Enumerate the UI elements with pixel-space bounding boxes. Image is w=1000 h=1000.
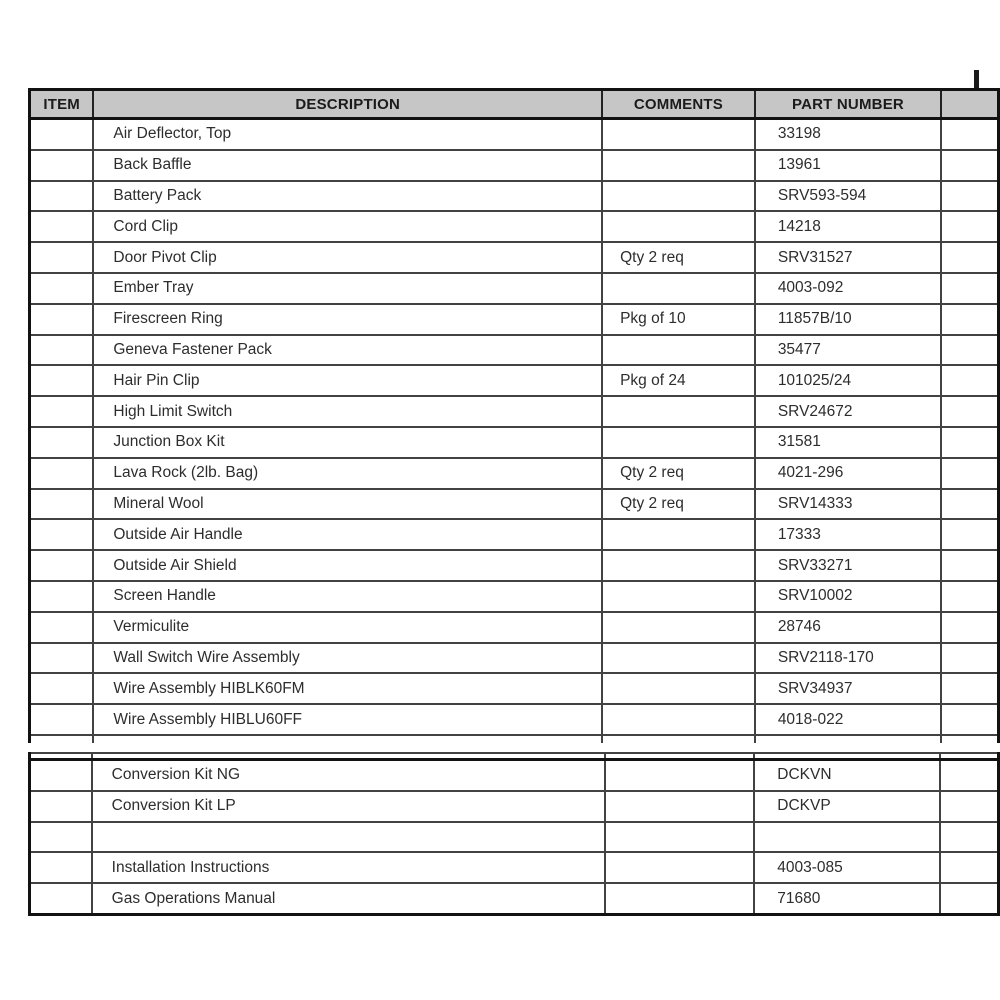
cell-comments: [602, 735, 755, 743]
cell-sliver: [941, 365, 998, 396]
cell-sliver: [941, 304, 998, 335]
column-header-description: DESCRIPTION: [93, 90, 602, 119]
cell-sliver: [941, 150, 998, 181]
cell-comments: Qty 2 req: [602, 458, 755, 489]
cell-item: [30, 704, 94, 735]
cell-description: Geneva Fastener Pack: [93, 335, 602, 366]
cell-sliver: [941, 673, 998, 704]
cell-comments: [602, 673, 755, 704]
cell-sliver: [941, 242, 998, 273]
cell-sliver: [941, 211, 998, 242]
cell-description: Conversion Kit NG: [92, 760, 605, 791]
table-row: [30, 581, 999, 612]
table-row: [30, 519, 999, 550]
table-row: [30, 365, 999, 396]
cell-part_number: SRV24672: [755, 396, 941, 427]
table-row: [30, 673, 999, 704]
cell-description: Wire Assembly HIBLU60FF: [93, 704, 602, 735]
cell-description: Lava Rock (2lb. Bag): [93, 458, 602, 489]
cell-comments: [602, 519, 755, 550]
parts-table-lower: [28, 752, 1000, 916]
cell-part_number: SRV33271: [755, 550, 941, 581]
cell-part_number: 35477: [755, 335, 941, 366]
table-row: [30, 612, 999, 643]
cell-item: [30, 822, 92, 853]
cell-comments: [605, 883, 755, 914]
cell-part_number: SRV31527: [755, 242, 941, 273]
cell-description: Wire Assembly HIBLK60FM: [93, 673, 602, 704]
cell-comments: Pkg of 24: [602, 365, 755, 396]
cell-comments: [602, 427, 755, 458]
cell-item: [30, 242, 94, 273]
table-row: [30, 489, 999, 520]
cell-part_number: SRV2118-170: [755, 643, 941, 674]
cell-description: Conversion Kit LP: [92, 791, 605, 822]
cell-sliver: [941, 643, 998, 674]
cell-description: Mineral Wool: [93, 489, 602, 520]
cell-comments: Qty 2 req: [602, 489, 755, 520]
cell-sliver: [941, 181, 998, 212]
cell-description: Gas Operations Manual: [92, 883, 605, 914]
cell-description: High Limit Switch: [93, 396, 602, 427]
page-break-partial-row-upper: [30, 735, 999, 743]
cell-description: Back Baffle: [93, 150, 602, 181]
cell-sliver: [941, 581, 998, 612]
cell-description: Outside Air Shield: [93, 550, 602, 581]
table-row: [30, 458, 999, 489]
cell-part_number: 4021-296: [755, 458, 941, 489]
cut-off-column-header: [941, 90, 998, 119]
cell-item: [30, 852, 92, 883]
cell-item: [30, 304, 94, 335]
table-row: [30, 427, 999, 458]
cell-part_number: SRV10002: [755, 581, 941, 612]
cell-comments: [602, 119, 755, 150]
cell-item: [30, 119, 94, 150]
cell-comments: Qty 2 req: [602, 242, 755, 273]
table-row: [30, 822, 999, 853]
parts-table-body-lower: [30, 760, 999, 915]
cell-item: [30, 519, 94, 550]
cell-comments: [605, 791, 755, 822]
cell-sliver: [941, 612, 998, 643]
cell-comments: Pkg of 10: [602, 304, 755, 335]
table-row: [30, 396, 999, 427]
header-row: [30, 90, 999, 119]
cell-comments: [602, 550, 755, 581]
table-row: [30, 335, 999, 366]
parts-table-upper: [28, 88, 1000, 743]
cell-comments: [602, 273, 755, 304]
cell-sliver: [941, 735, 998, 743]
cell-comments: [602, 335, 755, 366]
cell-comments: [602, 612, 755, 643]
cell-part_number: 4018-022: [755, 704, 941, 735]
table-row: [30, 211, 999, 242]
table-row: [30, 643, 999, 674]
cell-sliver: [940, 822, 998, 853]
cell-part_number: 13961: [755, 150, 941, 181]
cell-item: [30, 211, 94, 242]
cell-part_number: 33198: [755, 119, 941, 150]
cell-item: [30, 181, 94, 212]
cell-part_number: 4003-085: [754, 852, 940, 883]
table-row: [30, 119, 999, 150]
cell-part_number: 71680: [754, 883, 940, 914]
cell-item: [30, 760, 92, 791]
cell-description: Vermiculite: [93, 612, 602, 643]
cell-comments: [605, 822, 755, 853]
cell-item: [30, 673, 94, 704]
cell-comments: [602, 704, 755, 735]
cell-item: [30, 550, 94, 581]
cell-description: Hair Pin Clip: [93, 365, 602, 396]
cell-comments: [602, 211, 755, 242]
cell-part_number: [754, 822, 940, 853]
cell-item: [30, 489, 94, 520]
table-row: [30, 550, 999, 581]
cell-item: [30, 581, 94, 612]
cell-part_number: 101025/24: [755, 365, 941, 396]
cell-comments: [602, 150, 755, 181]
cell-item: [30, 365, 94, 396]
cell-description: Firescreen Ring: [93, 304, 602, 335]
cell-part_number: 4003-092: [755, 273, 941, 304]
table-row: [30, 704, 999, 735]
cell-sliver: [941, 519, 998, 550]
cell-part_number: 28746: [755, 612, 941, 643]
cell-sliver: [941, 489, 998, 520]
cell-item: [30, 150, 94, 181]
cell-sliver: [941, 335, 998, 366]
cell-part_number: 14218: [755, 211, 941, 242]
table-row: [30, 181, 999, 212]
table-row: [30, 760, 999, 791]
cell-description: Wall Switch Wire Assembly: [93, 643, 602, 674]
cell-item: [30, 396, 94, 427]
cell-part_number: 17333: [755, 519, 941, 550]
cell-sliver: [941, 704, 998, 735]
table-row: [30, 791, 999, 822]
column-header-part-number: PART NUMBER: [755, 90, 941, 119]
cell-part_number: DCKVN: [754, 760, 940, 791]
cell-comments: [605, 760, 755, 791]
cell-sliver: [940, 883, 998, 914]
partial-row: [30, 735, 999, 743]
cell-description: Ember Tray: [93, 273, 602, 304]
cell-part_number: SRV14333: [755, 489, 941, 520]
cell-part_number: SRV34937: [755, 673, 941, 704]
cell-sliver: [941, 396, 998, 427]
table-row: [30, 852, 999, 883]
cell-item: [30, 458, 94, 489]
cell-sliver: [940, 852, 998, 883]
cell-description: Screen Handle: [93, 581, 602, 612]
cell-sliver: [941, 458, 998, 489]
column-header-comments: COMMENTS: [602, 90, 755, 119]
cell-part_number: SRV593-594: [755, 181, 941, 212]
cell-sliver: [941, 427, 998, 458]
cell-item: [30, 427, 94, 458]
cell-description: [92, 822, 605, 853]
cell-description: [93, 735, 602, 743]
table-row: [30, 304, 999, 335]
cell-item: [30, 791, 92, 822]
table-row: [30, 883, 999, 914]
cell-sliver: [941, 550, 998, 581]
cell-comments: [602, 181, 755, 212]
cell-description: Battery Pack: [93, 181, 602, 212]
cell-sliver: [940, 760, 998, 791]
cell-item: [30, 883, 92, 914]
cell-description: Cord Clip: [93, 211, 602, 242]
table-row: [30, 242, 999, 273]
cell-item: [30, 273, 94, 304]
cell-item: [30, 735, 94, 743]
cell-part_number: DCKVP: [754, 791, 940, 822]
table-row: [30, 273, 999, 304]
cell-description: Door Pivot Clip: [93, 242, 602, 273]
cell-item: [30, 335, 94, 366]
cell-description: Outside Air Handle: [93, 519, 602, 550]
parts-table-header: [30, 90, 999, 119]
cell-description: Installation Instructions: [92, 852, 605, 883]
cell-comments: [605, 852, 755, 883]
cell-part_number: 31581: [755, 427, 941, 458]
cell-item: [30, 612, 94, 643]
cell-sliver: [941, 119, 998, 150]
cell-item: [30, 643, 94, 674]
column-header-item: ITEM: [30, 90, 94, 119]
cell-comments: [602, 643, 755, 674]
cell-part_number: [755, 735, 941, 743]
cell-sliver: [940, 791, 998, 822]
parts-table-body: [30, 119, 999, 735]
cell-comments: [602, 396, 755, 427]
cell-comments: [602, 581, 755, 612]
cell-part_number: 11857B/10: [755, 304, 941, 335]
table-row: [30, 150, 999, 181]
cell-description: Junction Box Kit: [93, 427, 602, 458]
cell-sliver: [941, 273, 998, 304]
cell-description: Air Deflector, Top: [93, 119, 602, 150]
